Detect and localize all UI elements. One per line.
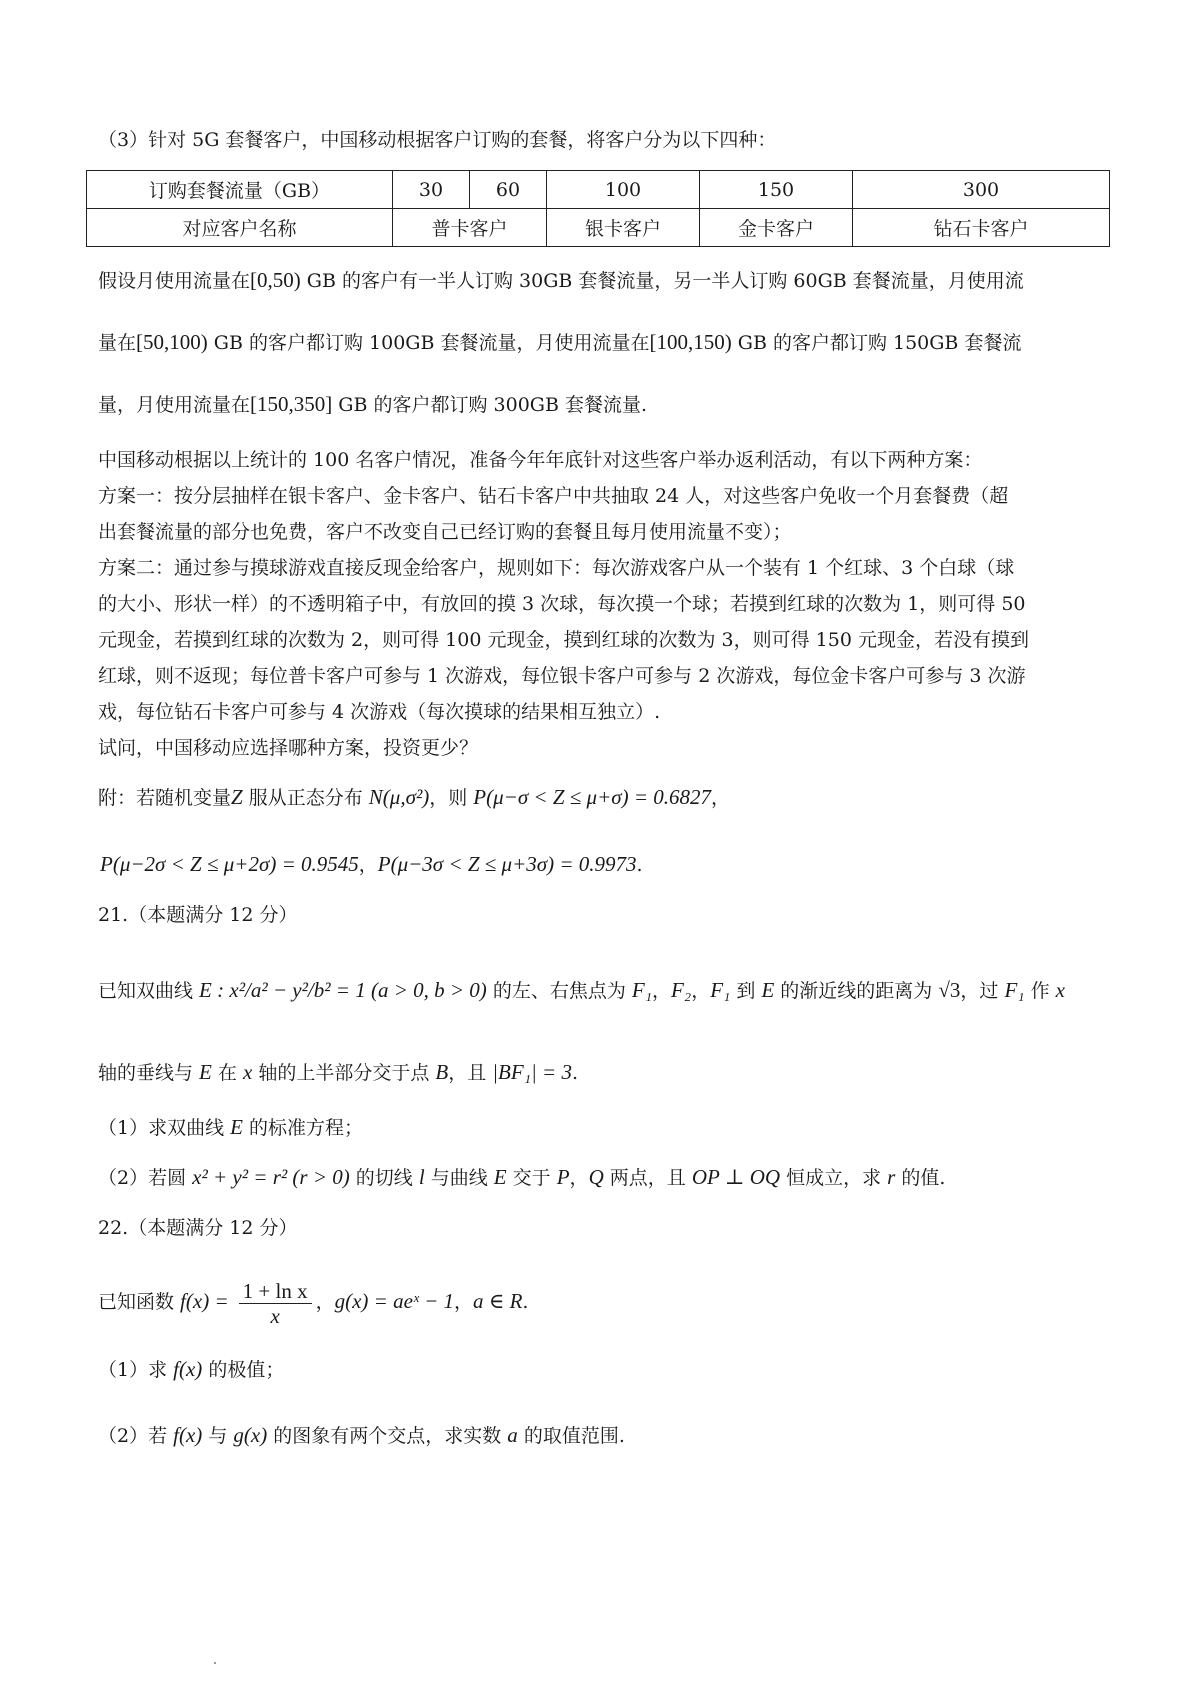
- table-cell: 30: [393, 171, 470, 209]
- text: ，过: [960, 980, 1005, 1002]
- math-expr: P(μ−2σ < Z ≤ μ+2σ) = 0.9545: [100, 852, 359, 876]
- body-line: 元现金，若摸到红球的次数为 2，则可得 100 元现金，摸到红球的次数为 3，则可得 150 元现金，若没有摸到: [98, 629, 1029, 651]
- text: 的取值范围.: [517, 1425, 625, 1447]
- math-var: F₁: [631, 978, 653, 1002]
- body-line: 中国移动根据以上统计的 100 名客户情况，准备今年年底针对这些客户举办返利活动，有以下两种方案：: [98, 449, 983, 471]
- table-name-label: 对应客户名称: [87, 209, 393, 247]
- text: 到: [730, 980, 762, 1002]
- table-cell: 300: [853, 171, 1110, 209]
- text: 已知双曲线: [98, 980, 200, 1002]
- text: ，: [358, 854, 378, 876]
- math-expr: |BF₁| = 3: [492, 1060, 572, 1084]
- math-expr: a ∈ R: [473, 1289, 523, 1313]
- text: 服从正态分布: [242, 787, 369, 809]
- q22-part2: [98, 1423, 1108, 1448]
- appendix-line-2: [100, 852, 1110, 877]
- text: 与: [202, 1425, 234, 1447]
- text: GB 的客户有一半人订购 30GB 套餐流量，另一半人订购 60GB 套餐流量，月使用流: [300, 270, 1024, 292]
- math-var: F₂: [671, 978, 692, 1002]
- table-header-label: 订购套餐流量（GB）: [87, 171, 393, 209]
- interval: [0,50): [250, 268, 301, 292]
- text: ，: [711, 787, 731, 809]
- text: 的切线: [349, 1167, 419, 1189]
- text: .: [571, 1062, 578, 1084]
- math-var: r: [887, 1165, 896, 1189]
- interval: [100,150): [649, 330, 732, 354]
- text: （1）求双曲线: [98, 1117, 231, 1139]
- scan-speck: [214, 1662, 216, 1664]
- q21-part2: [98, 1165, 1108, 1190]
- text: 恒成立，求: [780, 1167, 888, 1189]
- text: ，: [652, 980, 672, 1002]
- table-cell: 150: [700, 171, 853, 209]
- fraction-denominator: x: [270, 1303, 280, 1328]
- math-var: E: [199, 1060, 212, 1084]
- text: 两点，且: [603, 1167, 692, 1189]
- text: （2）若: [98, 1425, 174, 1447]
- text: ，则: [429, 787, 474, 809]
- table-cell: 普卡客户: [393, 209, 547, 247]
- table-cell: 银卡客户: [547, 209, 700, 247]
- text: 的图象有两个交点，求实数: [267, 1425, 508, 1447]
- q21-part1: [98, 1115, 1108, 1140]
- circle-equation: x² + y² = r² (r > 0): [192, 1165, 350, 1189]
- assumption-line-3: [98, 392, 1108, 417]
- math-var: E: [761, 978, 775, 1002]
- text: 的值.: [895, 1167, 946, 1189]
- plan-table: [86, 170, 1110, 247]
- text: 量在: [98, 332, 137, 354]
- math-var: Z: [231, 785, 243, 809]
- math-expr: g(x): [233, 1423, 268, 1447]
- q21-stem-line-2: [98, 1060, 1108, 1085]
- math-expr: f(x): [173, 1357, 203, 1381]
- q22-stem: [98, 1273, 1108, 1329]
- interval: [150,350]: [250, 392, 333, 416]
- text: 的左、右焦点为: [486, 980, 632, 1002]
- math-var: Q: [588, 1165, 604, 1189]
- math-expr: g(x) = aeˣ − 1: [334, 1289, 455, 1313]
- math-expr: f(x) =: [180, 1289, 229, 1313]
- part3-intro: （3）针对 5G 套餐客户，中国移动根据客户订购的套餐，将客户分为以下四种：: [98, 129, 777, 151]
- text: GB 的客户都订购 150GB 套餐流: [731, 332, 1022, 354]
- text: GB 的客户都订购 300GB 套餐流量.: [332, 394, 648, 416]
- text: （2）若圆: [98, 1167, 193, 1189]
- text: ，: [691, 980, 711, 1002]
- math-var: E: [230, 1115, 243, 1139]
- body-line: 红球，则不返现；每位普卡客户可参与 1 次游戏，每位银卡客户可参与 2 次游戏，每位金卡客户可参与 3 次游: [98, 665, 1026, 687]
- hyperbola-equation: E : x²/a² − y²/b² = 1 (a > 0, b > 0): [199, 978, 487, 1002]
- table-cell: 钻石卡客户: [853, 209, 1110, 247]
- fraction: [239, 1279, 312, 1328]
- text: 与曲线: [424, 1167, 494, 1189]
- appendix-line-1: [98, 785, 1108, 810]
- text: 交于: [506, 1167, 557, 1189]
- body-line: 方案一：按分层抽样在银卡客户、金卡客户、钻石卡客户中共抽取 24 人，对这些客户免收一个月套餐费（超: [98, 485, 1009, 507]
- text: 附：若随机变量: [98, 787, 232, 809]
- text: 轴的上半部分交于点: [252, 1062, 436, 1084]
- assumption-line-2: [98, 330, 1108, 355]
- math-expr: P(μ−σ < Z ≤ μ+σ) = 0.6827: [473, 785, 712, 809]
- math-var: l: [418, 1165, 425, 1189]
- body-line: 方案二：通过参与摸球游戏直接反现金给客户，规则如下：每次游戏客户从一个装有 1 个红球、3 个白球（球: [98, 557, 1015, 579]
- math-expr: N(μ,σ²): [368, 785, 430, 809]
- text: 的极值；: [202, 1359, 285, 1381]
- text: ，: [454, 1291, 474, 1313]
- math-expr: OP ⊥ OQ: [691, 1165, 781, 1189]
- text: ，且: [448, 1062, 493, 1084]
- fraction-numerator: 1 + ln x: [239, 1279, 312, 1304]
- body-line: 试问，中国移动应选择哪种方案，投资更少？: [98, 737, 479, 759]
- text: 在: [211, 1062, 243, 1084]
- q21-stem-line-1: [98, 978, 1108, 1003]
- math-expr: f(x): [173, 1423, 203, 1447]
- math-var: P: [556, 1165, 570, 1189]
- q21-heading: 21.（本题满分 12 分）: [98, 904, 298, 926]
- text: 的标准方程；: [242, 1117, 364, 1139]
- body-line: 出套餐流量的部分也免费，客户不改变自己已经订购的套餐且每月使用流量不变）；: [98, 521, 792, 543]
- text: 已知函数: [98, 1291, 181, 1313]
- table-cell: 金卡客户: [700, 209, 853, 247]
- interval: [50,100): [136, 330, 208, 354]
- table-row: [87, 209, 1110, 247]
- math-var: x: [1055, 978, 1065, 1002]
- math-var: a: [507, 1423, 518, 1447]
- q22-heading: 22.（本题满分 12 分）: [98, 1217, 298, 1239]
- math-var: E: [493, 1165, 507, 1189]
- text: .: [522, 1291, 529, 1313]
- text: 的渐近线的距离为: [774, 980, 939, 1002]
- math-var: F₁: [1004, 978, 1025, 1002]
- math-var: x: [242, 1060, 253, 1084]
- text: GB 的客户都订购 100GB 套餐流量，月使用流量在: [207, 332, 650, 354]
- text: ，: [569, 1167, 589, 1189]
- table-row: [87, 171, 1110, 209]
- body-line: 戏，每位钻石卡客户可参与 4 次游戏（每次摸球的结果相互独立）.: [98, 701, 661, 723]
- math-var: F₁: [710, 978, 731, 1002]
- table-cell: 60: [470, 171, 547, 209]
- text: 作: [1024, 980, 1056, 1002]
- math-var: B: [435, 1060, 449, 1084]
- table-cell: 100: [547, 171, 700, 209]
- text: ，: [315, 1291, 335, 1313]
- text: .: [636, 854, 643, 876]
- text: 轴的垂线与: [98, 1062, 200, 1084]
- q22-part1: [98, 1357, 1108, 1382]
- text: （1）求: [98, 1359, 174, 1381]
- math-expr: √3: [938, 978, 961, 1002]
- math-expr: P(μ−3σ < Z ≤ μ+3σ) = 0.9973: [377, 852, 637, 876]
- body-line: 的大小、形状一样）的不透明箱子中，有放回的摸 3 次球，每次摸一个球；若摸到红球的次数为 1，则可得 50: [98, 593, 1026, 615]
- text: 量，月使用流量在: [98, 394, 251, 416]
- assumption-line-1: [98, 268, 1108, 293]
- text: 假设月使用流量在: [98, 270, 251, 292]
